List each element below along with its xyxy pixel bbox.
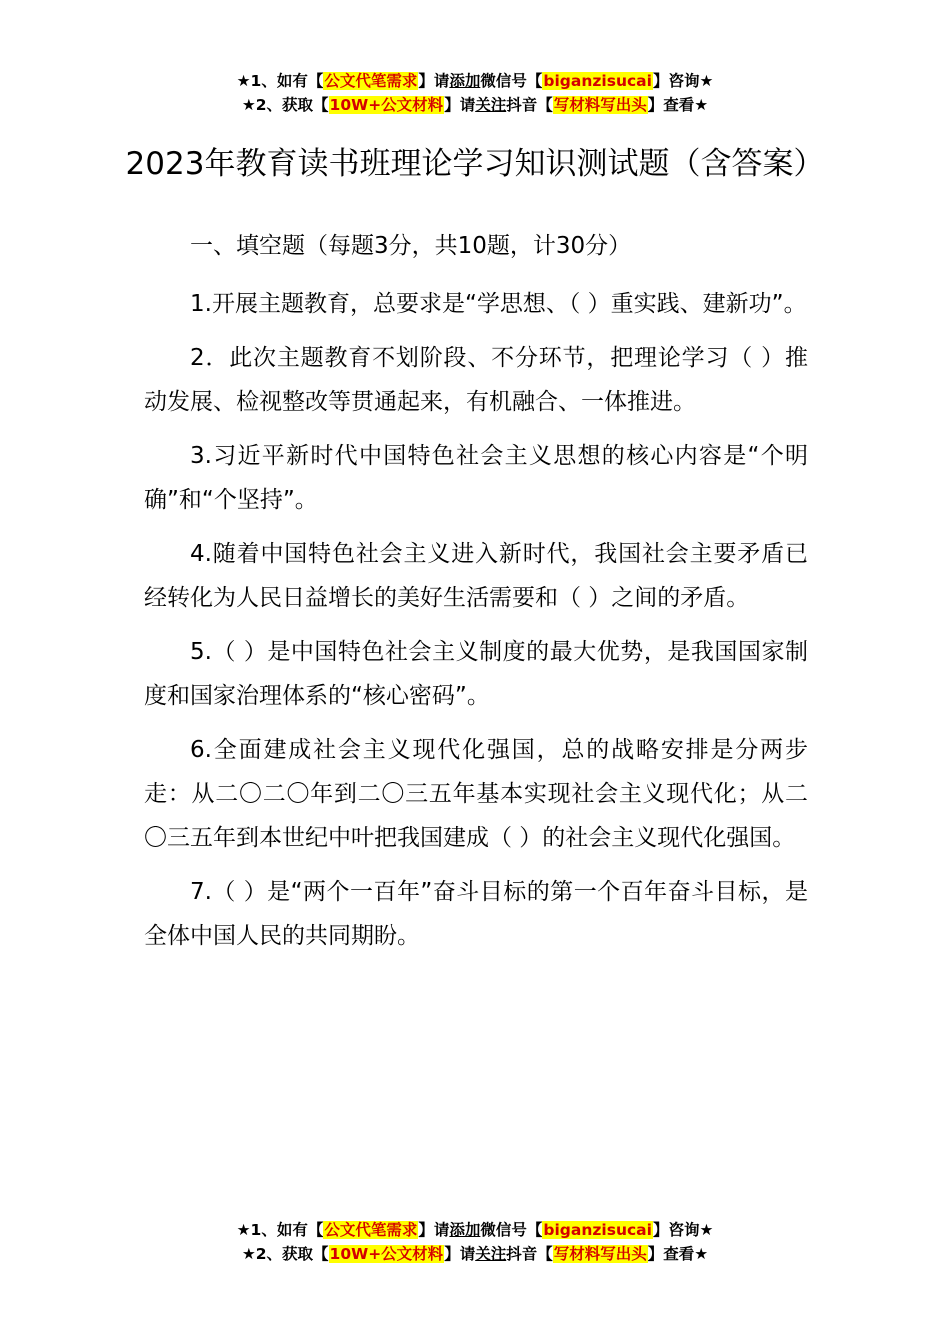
banner-text: 】请	[418, 72, 450, 90]
header-banner	[0, 69, 950, 117]
question-item: 3.习近平新时代中国特色社会主义思想的核心内容是“个明确”和“个坚持”。	[144, 443, 808, 513]
banner-underlined: 关注	[475, 1245, 507, 1263]
banner-text: ★1、如有【	[236, 1221, 324, 1239]
banner-underlined: 添加	[449, 72, 481, 90]
banner-text: ★1、如有【	[236, 72, 324, 90]
banner-text: 】请	[444, 96, 476, 114]
question-item: 7.（ ）是“两个一百年”奋斗目标的第一个百年奋斗目标，是全体中国人民的共同期盼。	[144, 879, 808, 949]
banner-text: 微信号【	[480, 72, 543, 90]
banner-line-2	[0, 1242, 950, 1266]
banner-text: 】请	[444, 1245, 476, 1263]
banner-line-1	[0, 1218, 950, 1242]
banner-text: 抖音【	[506, 1245, 553, 1263]
banner-text: 抖音【	[506, 96, 553, 114]
banner-underlined: 关注	[475, 96, 507, 114]
page-title: 2023年教育读书班理论学习知识测试题（含答案）	[125, 145, 825, 182]
banner-highlight: biganzisucai	[543, 72, 652, 90]
banner-text: ★2、获取【	[241, 96, 329, 114]
banner-text: 】咨询★	[652, 1221, 714, 1239]
banner-text: 微信号【	[480, 1221, 543, 1239]
footer-banner	[0, 1218, 950, 1266]
banner-text: 】查看★	[647, 1245, 709, 1263]
banner-line-2	[0, 93, 950, 117]
banner-highlight: 写材料写出头	[553, 1245, 647, 1263]
question-item: 1.开展主题教育，总要求是“学思想、（ ）重实践、建新功”。	[190, 291, 807, 317]
question-item: 5.（ ）是中国特色社会主义制度的最大优势，是我国国家制度和国家治理体系的“核心密码”。	[144, 639, 808, 709]
banner-highlight: biganzisucai	[543, 1221, 652, 1239]
banner-highlight: 10W+公文材料	[329, 1245, 444, 1263]
question-item: 4.随着中国特色社会主义进入新时代，我国社会主要矛盾已经转化为人民日益增长的美好生活需要和（ ）之间的矛盾。	[144, 541, 808, 611]
banner-text: ★2、获取【	[241, 1245, 329, 1263]
banner-text: 】查看★	[647, 96, 709, 114]
section-heading: 一、填空题（每题3分，共10题，计30分）	[190, 233, 632, 259]
question-item: 2．此次主题教育不划阶段、不分环节，把理论学习（ ）推动发展、检视整改等贯通起来，有机融合、一体推进。	[144, 345, 808, 415]
banner-line-1	[0, 69, 950, 93]
banner-text: 】咨询★	[652, 72, 714, 90]
banner-highlight: 写材料写出头	[553, 96, 647, 114]
question-item: 6.全面建成社会主义现代化强国，总的战略安排是分两步走：从二〇二〇年到二〇三五年基本实现社会主义现代化；从二〇三五年到本世纪中叶把我国建成（ ）的社会主义现代化强国。	[144, 737, 808, 851]
document-body	[144, 224, 808, 968]
banner-highlight: 公文代笔需求	[324, 1221, 418, 1239]
banner-highlight: 10W+公文材料	[329, 96, 444, 114]
banner-text: 】请	[418, 1221, 450, 1239]
banner-underlined: 添加	[449, 1221, 481, 1239]
banner-highlight: 公文代笔需求	[324, 72, 418, 90]
